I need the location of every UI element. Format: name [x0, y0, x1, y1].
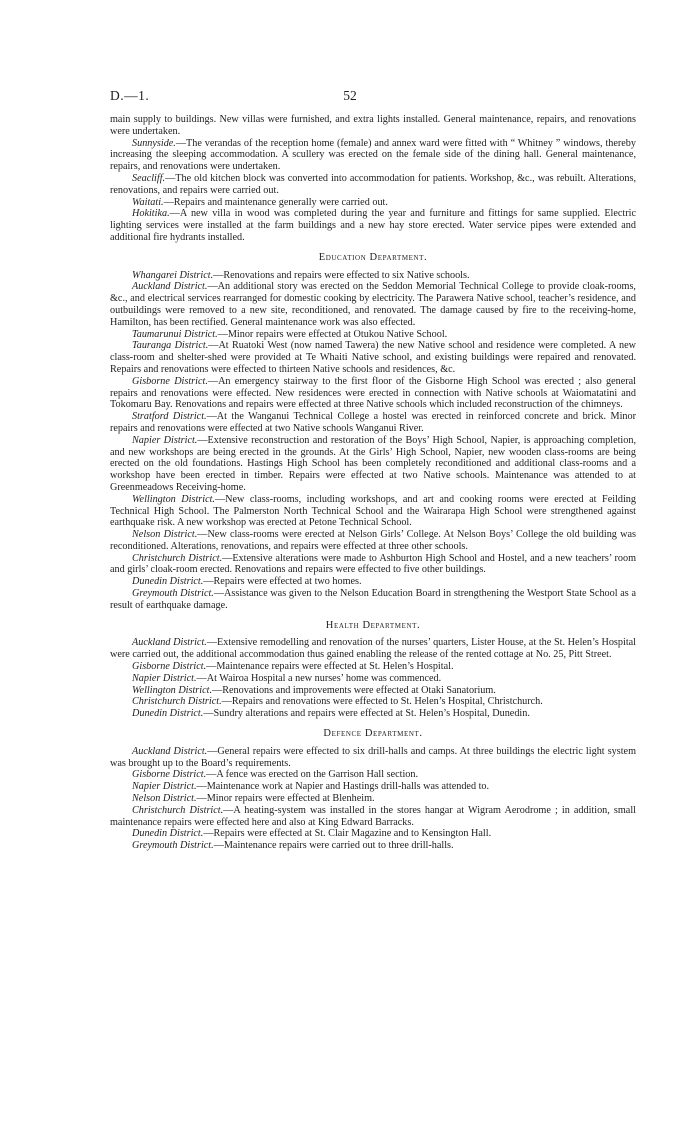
district-name: Greymouth District.: [132, 840, 214, 852]
paragraph-text: —Extensive reconstruction and restoration of the Boys’ High School, Napier, is approaching completion, and new workshops are being erected in the grounds. At the Girls’ High School, Napier, new wooden class-rooms are being erected on the old foundations. Hastings High School has been completely reconditioned and additional class-rooms and a workshop have been erected in timber. Repairs were effected at two Native schools. Maintenance was attended to at Greenmeadows Receiving-home.: [110, 434, 636, 493]
district-name: Tauranga District.: [132, 340, 209, 352]
paragraph-text: —Minor repairs were effected at Blenheim.: [196, 793, 375, 805]
paragraph: [110, 673, 636, 685]
paragraph: [110, 588, 636, 612]
paragraph: [110, 708, 636, 720]
paragraph: [110, 435, 636, 494]
paragraph: [110, 114, 636, 138]
paragraph: [110, 828, 636, 840]
district-name: Nelson District.: [132, 793, 197, 805]
paragraph-text: —Assistance was given to the Nelson Education Board in strengthening the Westport State School as a result of earthquake damage.: [110, 588, 636, 611]
paragraph: [110, 769, 636, 781]
paragraph: [110, 329, 636, 341]
paragraph: [110, 805, 636, 829]
document-code: D.—1.: [110, 88, 150, 103]
district-name: Napier District.: [132, 672, 197, 684]
paragraph: [110, 746, 636, 770]
place-name: Hokitika.: [132, 208, 170, 220]
paragraph: [110, 340, 636, 375]
district-name: Wellington District.: [132, 493, 215, 505]
section-heading: Defence Department.: [323, 728, 423, 740]
page-body: [110, 114, 636, 852]
paragraph: [110, 781, 636, 793]
paragraph: [110, 270, 636, 282]
paragraph-text: —Repairs and maintenance generally were carried out.: [163, 196, 388, 208]
district-name: Dunedin District.: [132, 708, 204, 720]
district-name: Dunedin District.: [132, 828, 204, 840]
district-name: Christchurch District.: [132, 804, 224, 816]
paragraph-text: —Extensive remodelling and renovation of the nurses’ quarters, Lister House, at the St. Helen’s Hospital were carried out, the additional accommodation thus gained enabling the release of the rented cottage at No. 25, Pitt Street.: [110, 637, 637, 661]
district-name: Gisborne District.: [132, 375, 208, 387]
paragraph-text: —Repairs and renovations were effected to St. Helen’s Hospital, Christchurch.: [221, 696, 543, 708]
paragraph: [110, 208, 636, 243]
paragraph-text: —New class-rooms, including workshops, and art and cooking rooms were erected at Feilding Technical High School. The Palmerston North Technical School and the Wairarapa High School were strengthened against earthquake risk. A new workshop was erected at Petone Technical School.: [110, 493, 636, 529]
paragraph: [110, 685, 636, 697]
paragraph: [110, 529, 636, 553]
paragraph-text: —The old kitchen block was converted into accommodation for patients. Workshop, &c., was rebuilt. Alterations, renovations, and repairs were carried out.: [110, 172, 636, 196]
paragraph-text: —Maintenance repairs were effected at St. Helen’s Hospital.: [206, 661, 454, 673]
section-heading: Health Department.: [325, 619, 421, 631]
paragraph-text: —Repairs were effected at two homes.: [203, 576, 362, 588]
paragraph-text: —At Wairoa Hospital a new nurses’ home was commenced.: [196, 672, 442, 684]
paragraph: [110, 576, 636, 588]
place-name: Sunnyside.: [132, 137, 176, 149]
district-name: Wellington District.: [132, 684, 212, 696]
paragraph-text: —Minor repairs were effected at Otukou Native School.: [217, 328, 448, 340]
paragraph-text: —An emergency stairway to the first floor of the Gisborne High School was erected ; also general repairs and renovations were effected. New residences were erected in connection with Native schools at Waiomatatini and Tokomaru Bay. Renovations and repairs were effected at three Native schools which included reconstruction of the chimneys.: [110, 375, 636, 411]
district-name: Stratford District.: [132, 411, 207, 423]
paragraph-text: main supply to buildings. New villas were furnished, and extra lights installed. General maintenance, repairs, and renovations were undertaken.: [110, 114, 636, 137]
paragraph: [110, 553, 636, 577]
paragraph: [110, 138, 636, 173]
district-name: Napier District.: [132, 781, 197, 793]
paragraph: [110, 696, 636, 708]
district-name: Whangarei District.: [132, 269, 214, 281]
district-name: Gisborne District.: [132, 769, 207, 781]
district-name: Greymouth District.: [132, 588, 214, 600]
paragraph: [110, 840, 636, 852]
place-name: Waitati.: [132, 196, 164, 208]
district-name: Taumarunui District.: [132, 328, 218, 340]
page-number: 52: [343, 88, 357, 103]
paragraph-text: —General repairs were effected to six drill-halls and camps. At three buildings the electric light system was brought up to the Board’s requirements.: [110, 745, 636, 769]
paragraph-text: —Renovations and repairs were effected to six Native schools.: [213, 269, 470, 281]
paragraph-text: —An additional story was erected on the Seddon Memorial Technical College to provide cloak-rooms, &c., and electrical services rearranged for domestic cooking by electricity. The Parawera Native school, teacher’s residence, and outbuildings were removed to a new site, reconditioned, and renovated. The damage caused by fire to the receiving-home, Hamilton, has been rectified. General maintenance work was also effected.: [110, 281, 636, 328]
paragraph: [110, 173, 636, 197]
paragraph: [110, 661, 636, 673]
paragraph-text: —At Ruatoki West (now named Tawera) the new Native school and residence were completed. A new class-room and shelter-shed were provided at Te Whaiti Native school, and existing buildings were repaired and renovated. Repairs and renovations were effected to thirteen Native schools and residences, &c.: [110, 340, 636, 375]
district-name: Christchurch District.: [132, 552, 223, 564]
district-name: Christchurch District.: [132, 696, 222, 708]
paragraph-text: —Repairs were effected at St. Clair Magazine and to Kensington Hall.: [203, 828, 492, 840]
paragraph-text: —Renovations and improvements were effected at Otaki Sanatorium.: [212, 684, 496, 696]
district-name: Gisborne District.: [132, 661, 207, 673]
paragraph: [110, 793, 636, 805]
paragraph: [110, 281, 636, 328]
district-name: Nelson District.: [132, 529, 198, 541]
district-name: Dunedin District.: [132, 576, 204, 588]
paragraph-text: —The verandas of the reception home (female) and annex ward were fitted with “ Whitney ” windows, thereby increasing the sleeping accommodation. A scullery was erected on the female side of the dining hall. General maintenance, repairs, and renovations were undertaken.: [110, 137, 636, 173]
paragraph: [110, 411, 636, 435]
paragraph-text: —New class-rooms were erected at Nelson Girls’ College. At Nelson Boys’ College the old building was reconditioned. Alterations, renovations, and repairs were effected at three other schools.: [110, 529, 636, 552]
district-name: Auckland District.: [132, 637, 207, 649]
paragraph-text: —Maintenance repairs were carried out to three drill-halls.: [213, 840, 454, 852]
paragraph-text: —Maintenance work at Napier and Hastings drill-halls was attended to.: [196, 781, 490, 793]
paragraph-text: —A heating-system was installed in the stores hangar at Wigram Aerodrome ; in addition, small maintenance repairs were effected here and also at King Edward Barracks.: [110, 804, 636, 828]
paragraph-text: —A new villa in wood was completed during the year and furniture and fittings for same supplied. Electric lighting services were installed at the farm buildings and a new hay store erected. Water service pipes were extended and additional fire hydrants installed.: [110, 208, 636, 243]
paragraph: [110, 376, 636, 411]
paragraph: [110, 637, 636, 661]
paragraph-text: —Extensive alterations were made to Ashburton High School and Hostel, and a new teachers’ room and girls’ cloak-room erected. Renovations and repairs were effected to five other buildings.: [110, 552, 636, 576]
paragraph-text: —Sundry alterations and repairs were effected at St. Helen’s Hospital, Dunedin.: [203, 708, 530, 720]
district-name: Auckland District.: [132, 745, 208, 757]
paragraph-text: —At the Wanganui Technical College a hostel was erected in reinforced concrete and brick. Minor repairs and renovations were effected at two Native schools Wanganui River.: [110, 411, 636, 434]
section-heading: Education Department.: [318, 251, 428, 263]
district-name: Auckland District.: [132, 281, 208, 293]
paragraph: [110, 494, 636, 529]
district-name: Napier District.: [132, 434, 198, 446]
place-name: Seacliff.: [132, 172, 166, 184]
paragraph-text: —A fence was erected on the Garrison Hall section.: [206, 769, 419, 781]
paragraph: [110, 197, 636, 209]
